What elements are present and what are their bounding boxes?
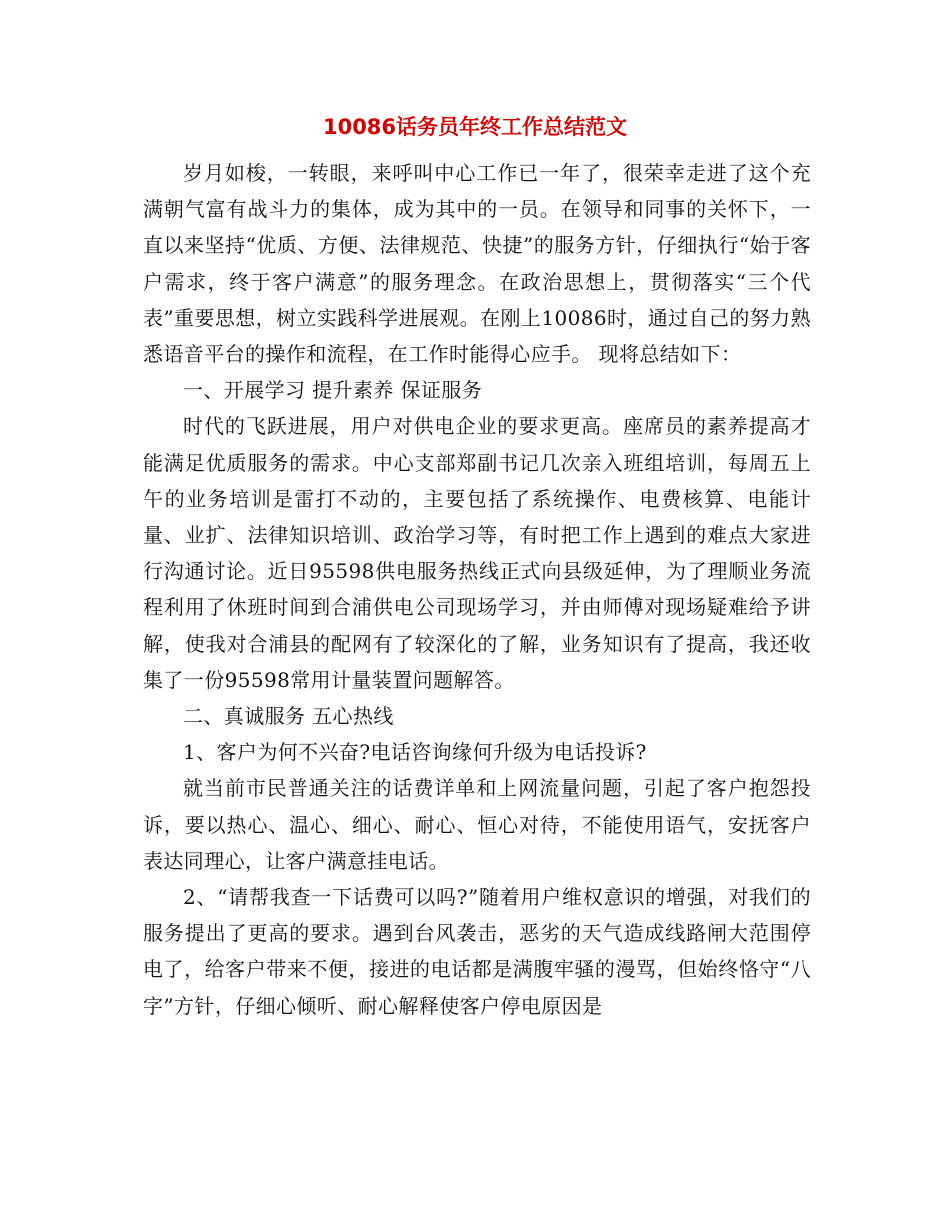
section-heading-2: 二、真诚服务 五心热线 [183, 704, 394, 729]
document-title: 10086话务员年终工作总结范文 [322, 115, 628, 139]
subheading-item-1: 1、客户为何不兴奋?电话咨询缘何升级为电话投诉? [183, 740, 647, 765]
document-body [143, 155, 811, 1024]
section-heading-1: 一、开展学习 提升素养 保证服务 [183, 378, 483, 403]
paragraph-item-2: 2、“请帮我查一下话费可以吗?”随着用户维权意识的增强，对我们的服务提出了更高的要求。遇到台风袭击，恶劣的天气造成线路闸大范围停电了，给客户带来不便，接进的电话都是满腹牢骚的漫骂，但始终恪守“八字”方针，仔细心倾听、耐心解释使客户停电原因是 [143, 885, 811, 1018]
paragraph-item-1: 就当前市民普通关注的话费详单和上网流量问题，引起了客户抱怨投诉，要以热心、温心、细心、耐心、恒心对待，不能使用语气，安抚客户表达同理心，让客户满意挂电话。 [143, 776, 811, 873]
paragraph-section-1: 时代的飞跃进展，用户对供电企业的要求更高。座席员的素养提高才能满足优质服务的需求。中心支部郑副书记几次亲入班组培训，每周五上午的业务培训是雷打不动的，主要包括了系统操作、电费核算、电能计量、业扩、法律知识培训、政治学习等，有时把工作上遇到的难点大家进行沟通讨论。近日95598供电服务热线正式向县级延伸，为了理顺业务流程利用了休班时间到合浦供电公司现场学习，并由师傅对现场疑难给予讲解，使我对合浦县的配网有了较深化的了解，业务知识有了提高，我还收集了一份95598常用计量装置问题解答。 [143, 414, 811, 692]
paragraph-intro: 岁月如梭，一转眼，来呼叫中心工作已一年了，很荣幸走进了这个充满朝气富有战斗力的集体，成为其中的一员。在领导和同事的关怀下，一直以来坚持“优质、方便、法律规范、快捷”的服务方针，仔细执行“始于客户需求，终于客户满意”的服务理念。在政治思想上，贯彻落实“三个代表”重要思想，树立实践科学进展观。在刚上10086时，通过自己的努力熟悉语音平台的操作和流程，在工作时能得心应手。 现将总结如下： [143, 161, 811, 367]
